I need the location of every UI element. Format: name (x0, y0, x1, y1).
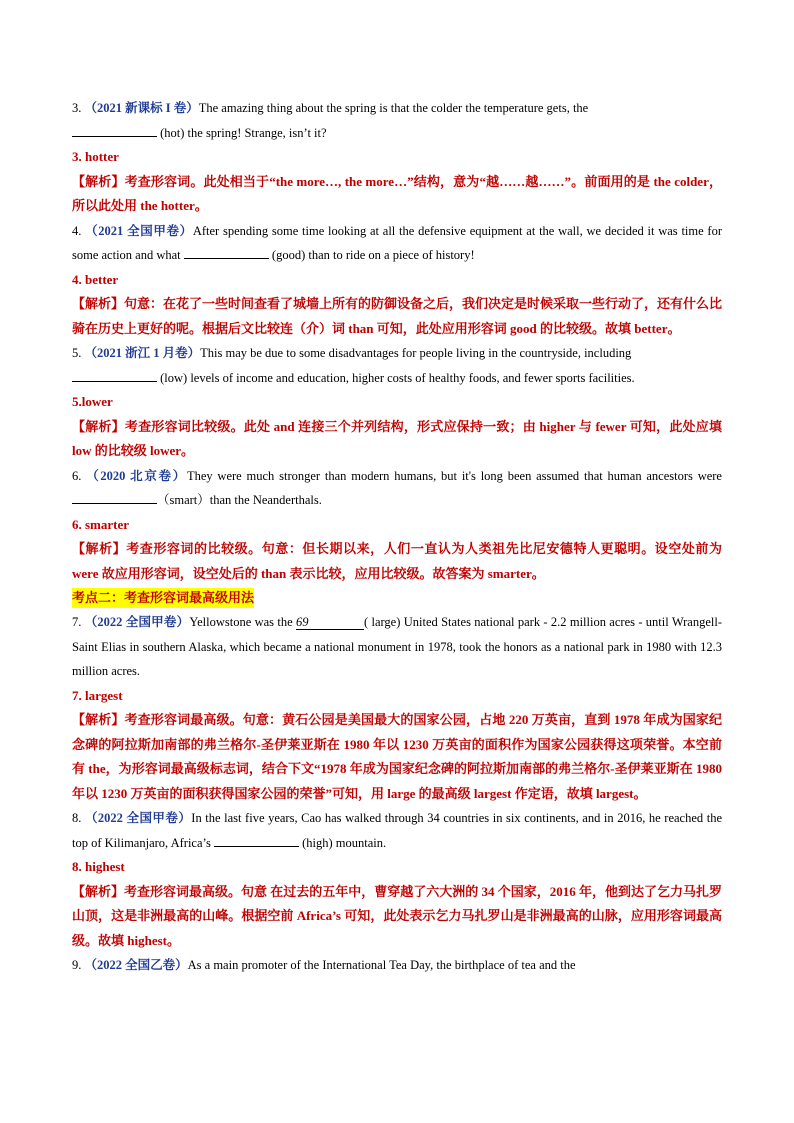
explanation-5: 【解析】考查形容词比较级。此处 and 连接三个并列结构，形式应保持一致；由 higher 与 fewer 可知，此处应填 low 的比较级 lower。 (72, 418, 722, 458)
answer-6: 6. smarter (72, 516, 130, 532)
answer-blank (72, 489, 157, 504)
question-source: （2021 浙江 1 月卷） (84, 346, 201, 360)
answer-4: 4. better (72, 271, 119, 287)
question-number: 6. (72, 468, 87, 483)
answer-8: 8. highest (72, 859, 125, 874)
question-number: 5. (72, 346, 85, 360)
question-text: (high) mountain. (298, 835, 387, 850)
answer-3: 3. hotter (72, 149, 119, 164)
answer-blank (184, 244, 269, 259)
question-source: （2020 北京卷） (86, 468, 187, 483)
question-7 (72, 610, 722, 684)
answer-blank-filled: 69 (296, 615, 364, 630)
question-8 (72, 806, 722, 855)
question-text: (good) than to ride on a piece of history! (268, 248, 475, 262)
question-text: After spending some time looking at all the defensive equipment at the wall, we decided it was time for some action and what (72, 223, 723, 262)
question-text: As a main promoter of the International Tea Day, the birthplace of tea and the (187, 958, 576, 972)
question-source: （2022 全国甲卷） (84, 615, 190, 629)
explanation-8: 【解析】考查形容词最高级。句意 在过去的五年中，曹穿越了六大洲的 34 个国家，2016 年，他到达了乞力马扎罗山顶，这是非洲最高的山峰。根据空前 Africa’s 可知，此处表示乞力马扎罗山是非洲最高的山脉，应用形容词最高级。故填 highest。 (72, 883, 723, 948)
question-source: （2022 全国乙卷） (84, 958, 188, 972)
explanation-4: 【解析】句意：在花了一些时间查看了城墙上所有的防御设备之后，我们决定是时候采取一些行动了，还有什么比骑在历史上更好的呢。根据后文比较连（介）词 than 可知，此处应用形容词 good 的比较级。故填 better。 (72, 296, 723, 336)
question-text: In the last five years, Cao has walked through 34 countries in six continents, and in 2016, he reached the top of Kilimanjaro, Africa’s (72, 811, 722, 850)
question-source: （2021 全国甲卷） (85, 223, 193, 238)
question-source: （2022 全国甲卷） (84, 811, 192, 825)
answer-blank (72, 367, 157, 382)
question-number: 9. (72, 958, 85, 972)
question-text: They were much stronger than modern humans, but it's long been assumed that human ancestors were (186, 468, 722, 483)
question-text: ( large) United States national park - 2.2 million acres - until Wrangell-Saint Elias in southern Alaska, which became a national monument in 1978, took the honors as a national park in 1980 with 12.3 million acres. (72, 615, 723, 678)
answer-5: 5.lower (72, 394, 113, 409)
question-3 (72, 96, 722, 145)
question-text: The amazing thing about the spring is that the colder the temperature gets, the (198, 101, 589, 115)
question-text: Yellowstone was the (189, 615, 296, 629)
section-heading: 考点二：考查形容词最高级用法 (72, 588, 254, 608)
question-source: （2021 新课标 I 卷） (84, 101, 199, 115)
question-number: 3. (72, 101, 85, 115)
question-9 (72, 953, 722, 978)
answer-7: 7. largest (72, 687, 123, 703)
answer-blank (214, 832, 299, 847)
question-number: 8. (72, 811, 85, 825)
question-text: (low) levels of income and education, higher costs of healthy foods, and fewer sports facilities. (157, 370, 635, 385)
question-text: (hot) the spring! Strange, isn’t it? (157, 125, 327, 140)
question-6 (72, 464, 722, 513)
answer-blank (72, 122, 157, 137)
question-5 (72, 341, 722, 390)
explanation-3: 【解析】考查形容词。此处相当于“the more…, the more…”结构，意为“越……越……”。前面用的是 the colder，所以此处用 the hotter。 (72, 173, 722, 213)
question-text: This may be due to some disadvantages for people living in the countryside, including (200, 346, 632, 360)
question-number: 4. (72, 223, 86, 238)
question-text: （smart）than the Neanderthals. (157, 493, 322, 507)
question-number: 7. (72, 615, 85, 629)
explanation-7: 【解析】考查形容词最高级。句意：黄石公园是美国最大的国家公园，占地 220 万英亩，直到 1978 年成为国家纪念碑的阿拉斯加南部的弗兰格尔-圣伊莱亚斯在 1980 年以 1230 万英亩的面积作为国家公园获得这项荣誉。本空前有 the，为形容词最高级标志词，结合下文“1978 年成为国家纪念碑的阿拉斯加南部的弗兰格尔-圣伊莱亚斯在 1980 年以 1230 万英亩的面积获得国家公园的荣誉”可知，用 large 的最高级 largest 作定语，故填 largest。 (72, 712, 722, 801)
question-4 (72, 219, 722, 268)
explanation-6: 【解析】考查形容词的比较级。句意：但长期以来，人们一直认为人类祖先比尼安德特人更聪明。设空处前为 were 故应用形容词，设空处后的 than 表示比较，应用比较级。故答案为 smarter。 (72, 541, 722, 581)
